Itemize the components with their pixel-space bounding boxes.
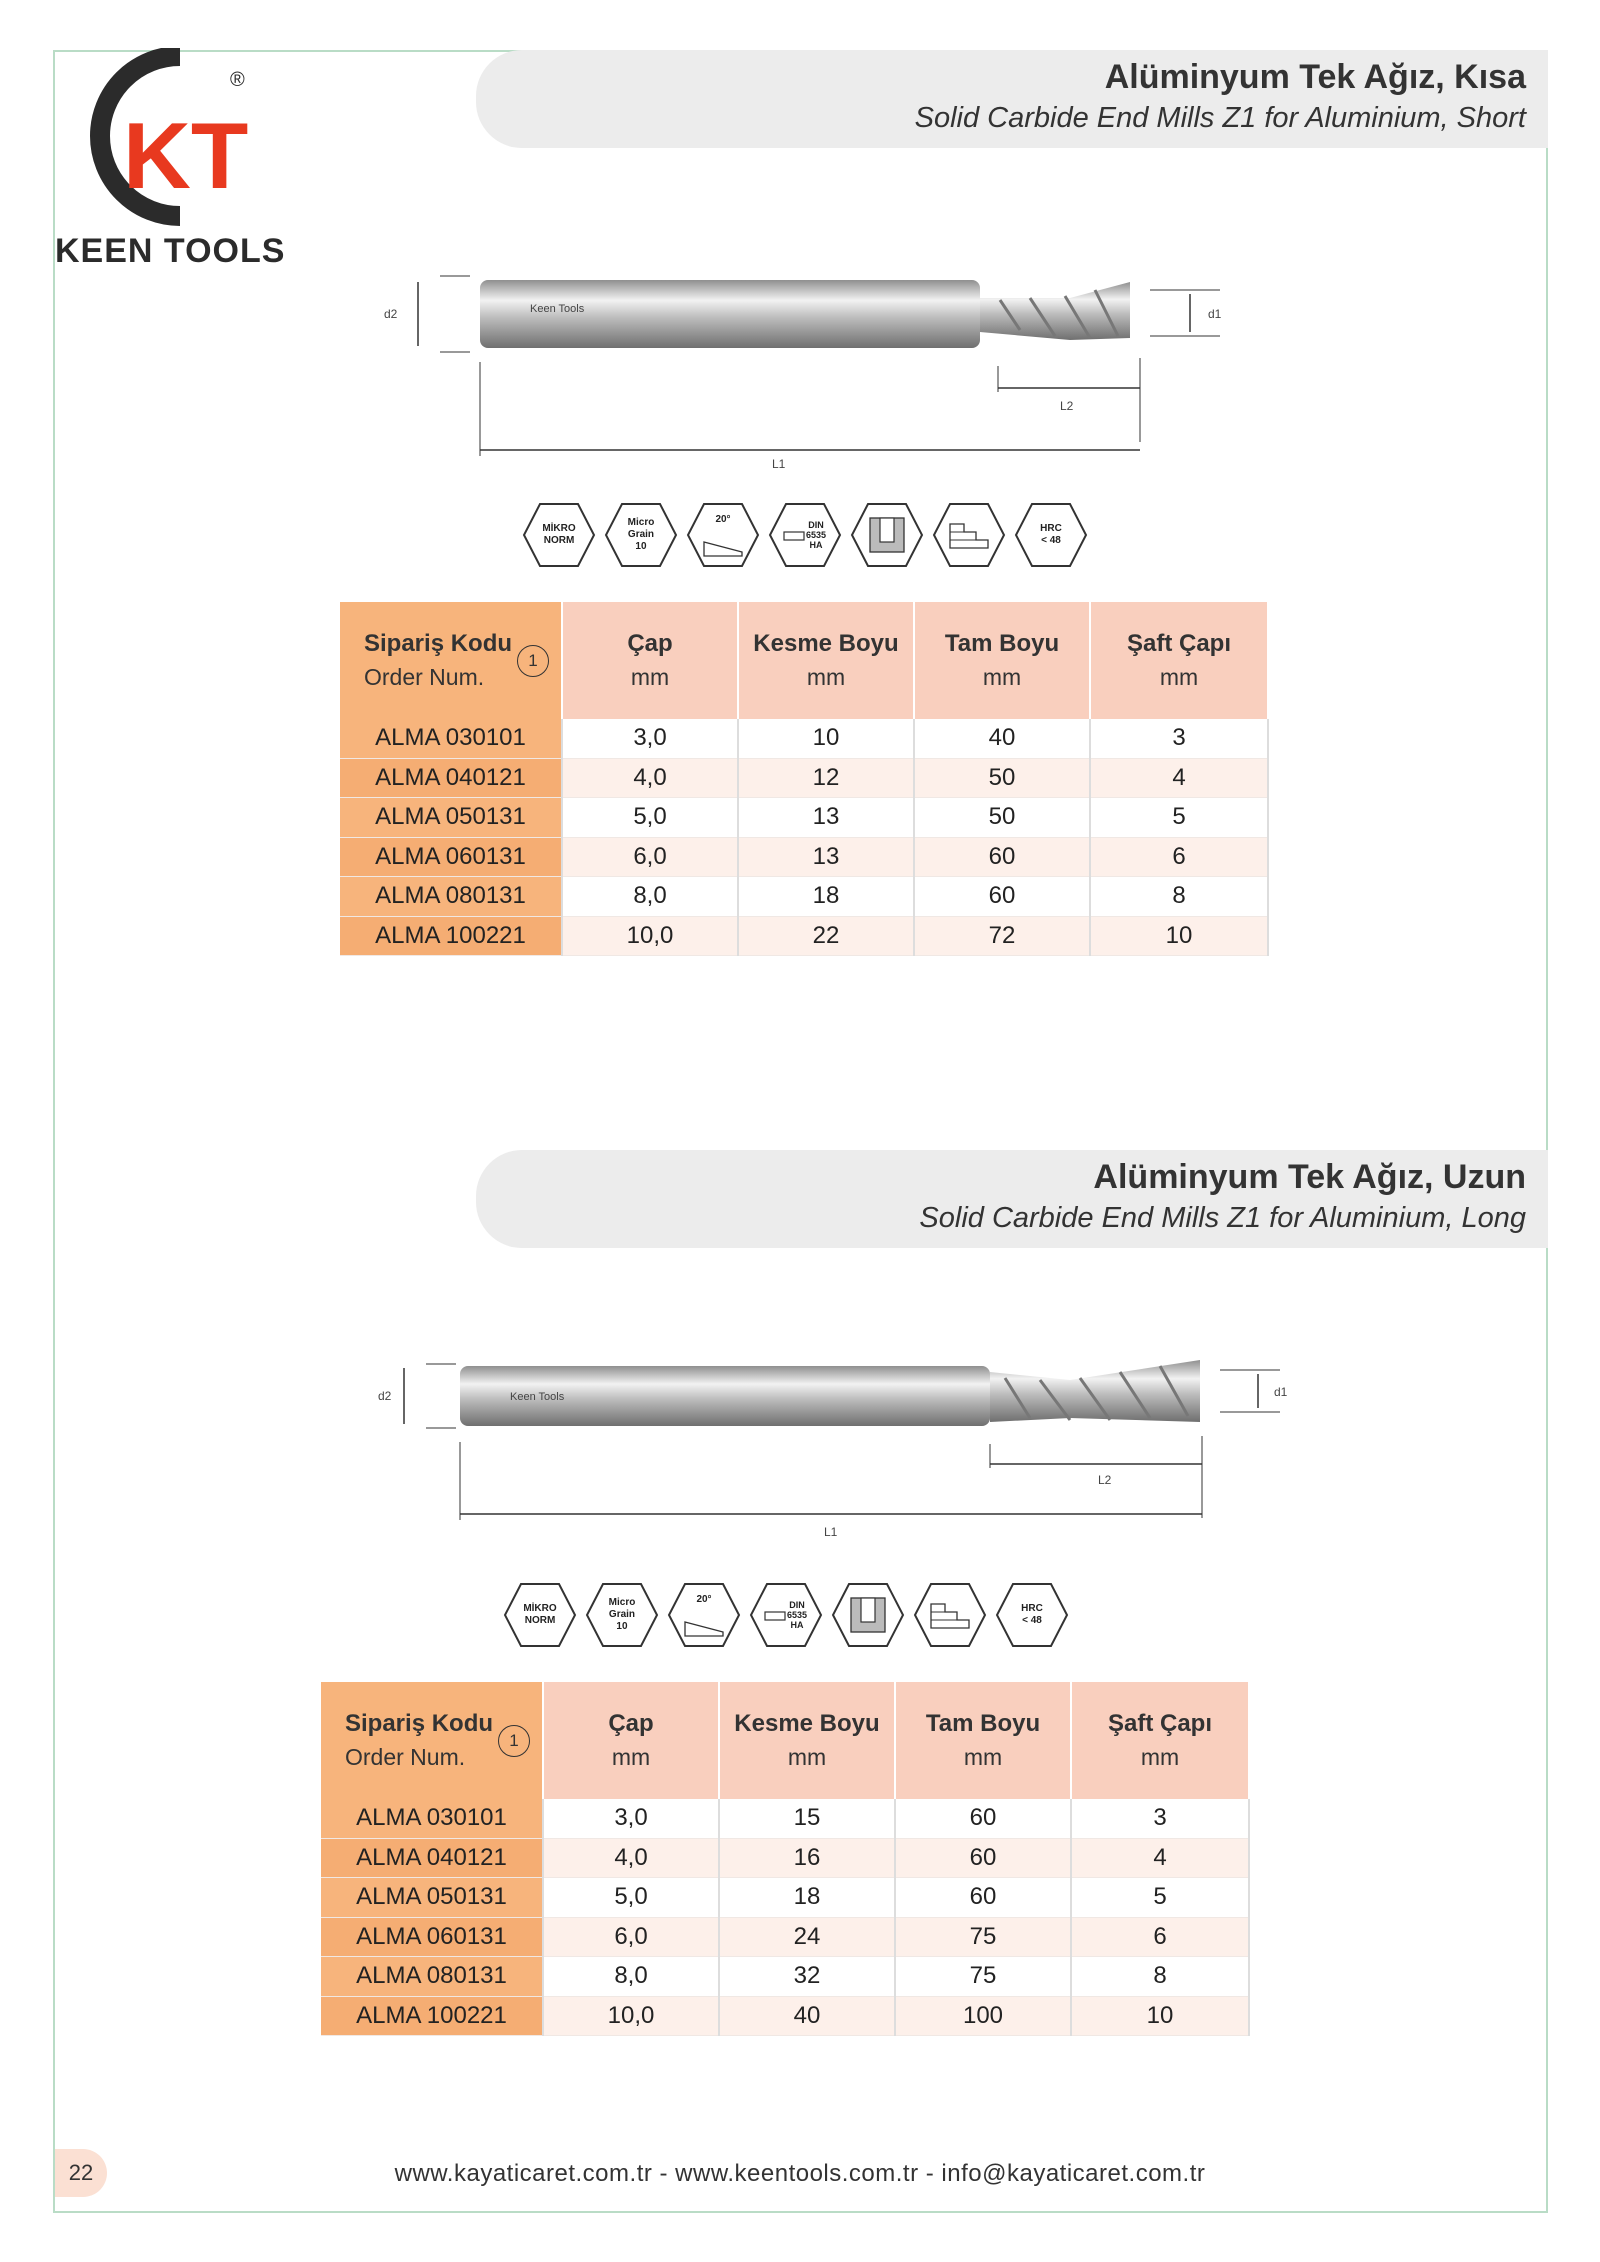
header-overall-length: Tam Boyu mm	[895, 1682, 1071, 1799]
cutting-length-cell: 13	[738, 837, 914, 877]
order-num-cell: ALMA 100221	[321, 1996, 543, 2036]
slot-milling-icon	[831, 1582, 905, 1648]
shank-diameter-cell: 10	[1090, 916, 1268, 956]
hrc-icon	[995, 1582, 1069, 1648]
registered-mark: ®	[230, 69, 245, 91]
cutting-length-cell: 18	[719, 1878, 895, 1918]
order-num-cell: ALMA 050131	[340, 798, 562, 838]
header-diameter: Çap mm	[543, 1682, 719, 1799]
order-num-cell: ALMA 080131	[340, 877, 562, 917]
helix-angle-icon	[667, 1582, 741, 1648]
L1-label: L1	[772, 457, 786, 471]
table-row	[340, 837, 1268, 877]
section-subtitle: Solid Carbide End Mills Z1 for Aluminium, Long	[919, 1202, 1526, 1234]
end-mill-drawing-short	[370, 262, 1250, 472]
tool-flute	[980, 282, 1130, 340]
shank-diameter-cell: 10	[1071, 1996, 1249, 2036]
shank-diameter-cell: 4	[1071, 1838, 1249, 1878]
micro-grain-icon	[585, 1582, 659, 1648]
order-num-cell: ALMA 080131	[321, 1957, 543, 1997]
shank-diameter-cell: 8	[1090, 877, 1268, 917]
table-row	[321, 1996, 1249, 2036]
icon-label: 20°	[696, 1594, 712, 1605]
icon-label: MİKRO NORM	[542, 523, 576, 546]
overall-length-cell: 72	[914, 916, 1090, 956]
shank-diameter-cell: 8	[1071, 1957, 1249, 1997]
order-num-cell: ALMA 060131	[340, 837, 562, 877]
feature-icon-row-long	[503, 1582, 1069, 1648]
shank-diameter-cell: 3	[1071, 1799, 1249, 1838]
product-table-long	[321, 1682, 1250, 2036]
icon-label	[913, 1582, 987, 1648]
L2-label: L2	[1060, 399, 1074, 413]
d2-label: d2	[378, 1389, 392, 1403]
order-num-cell: ALMA 060131	[321, 1917, 543, 1957]
overall-length-cell: 50	[914, 798, 1090, 838]
icon-label: HRC < 48	[1021, 1603, 1043, 1626]
section-header-short	[476, 50, 1548, 148]
cutting-length-cell: 24	[719, 1917, 895, 1957]
cutting-length-cell: 16	[719, 1838, 895, 1878]
table-row	[321, 1917, 1249, 1957]
order-num-cell: ALMA 030101	[340, 719, 562, 758]
table-row	[321, 1957, 1249, 1997]
cutting-length-cell: 10	[738, 719, 914, 758]
order-num-cell: ALMA 040121	[321, 1838, 543, 1878]
shank-diameter-cell: 5	[1090, 798, 1268, 838]
diameter-cell: 5,0	[543, 1878, 719, 1918]
brand-name: KEEN TOOLS	[55, 232, 286, 270]
shank-brand-text: Keen Tools	[510, 1391, 565, 1403]
cutting-length-cell: 32	[719, 1957, 895, 1997]
icon-label	[831, 1582, 905, 1648]
slot-milling-icon	[850, 502, 924, 568]
overall-length-cell: 60	[914, 877, 1090, 917]
diameter-cell: 5,0	[562, 798, 738, 838]
diameter-cell: 10,0	[562, 916, 738, 956]
footer-contact: www.kayaticaret.com.tr - www.keentools.com.tr - info@kayaticaret.com.tr	[394, 2160, 1206, 2187]
shank-brand-text: Keen Tools	[530, 303, 585, 315]
overall-length-cell: 40	[914, 719, 1090, 758]
icon-label: Micro Grain 10	[627, 517, 655, 552]
icon-label	[932, 502, 1006, 568]
diameter-cell: 4,0	[562, 758, 738, 798]
tool-flute	[990, 1360, 1200, 1422]
shank-diameter-cell: 6	[1071, 1917, 1249, 1957]
cutting-length-cell: 12	[738, 758, 914, 798]
order-num-cell: ALMA 040121	[340, 758, 562, 798]
diameter-cell: 6,0	[562, 837, 738, 877]
cutting-length-cell: 18	[738, 877, 914, 917]
step-milling-icon	[932, 502, 1006, 568]
section-header-long	[476, 1150, 1548, 1248]
header-overall-length: Tam Boyu mm	[914, 602, 1090, 719]
L2-label: L2	[1098, 1473, 1112, 1487]
order-num-cell: ALMA 030101	[321, 1799, 543, 1838]
step-milling-icon	[913, 1582, 987, 1648]
shank-diameter-cell: 5	[1071, 1878, 1249, 1918]
mikro-norm-icon	[503, 1582, 577, 1648]
table-row	[340, 916, 1268, 956]
helix-angle-icon	[686, 502, 760, 568]
shank-diameter-cell: 4	[1090, 758, 1268, 798]
d2-label: d2	[384, 307, 398, 321]
header-shank-diameter: Şaft Çapı mm	[1071, 1682, 1249, 1799]
overall-length-cell: 75	[895, 1917, 1071, 1957]
icon-label: DIN 6535 HA	[786, 1600, 808, 1630]
table-row	[340, 798, 1268, 838]
end-mill-drawing-long	[370, 1352, 1300, 1542]
header-order-num: Sipariş Kodu Order Num. 1	[340, 602, 562, 719]
icon-label: HRC < 48	[1040, 523, 1062, 546]
header-cutting-length: Kesme Boyu mm	[738, 602, 914, 719]
d1-label: d1	[1274, 1385, 1288, 1399]
diameter-cell: 6,0	[543, 1917, 719, 1957]
table-row	[321, 1799, 1249, 1838]
logo-letters: KT	[123, 103, 249, 208]
icon-label: MİKRO NORM	[523, 1603, 557, 1626]
section-title: Alüminyum Tek Ağız, Uzun	[1093, 1158, 1526, 1196]
cutting-length-cell: 13	[738, 798, 914, 838]
header-shank-diameter: Şaft Çapı mm	[1090, 602, 1268, 719]
din-6535-icon	[768, 502, 842, 568]
shank-diameter-cell: 3	[1090, 719, 1268, 758]
overall-length-cell: 60	[895, 1878, 1071, 1918]
icon-label: DIN 6535 HA	[805, 520, 827, 550]
icon-label: Micro Grain 10	[608, 1597, 636, 1632]
icon-label	[850, 502, 924, 568]
header-diameter: Çap mm	[562, 602, 738, 719]
overall-length-cell: 60	[914, 837, 1090, 877]
diameter-cell: 4,0	[543, 1838, 719, 1878]
L1-label: L1	[824, 1525, 838, 1539]
diameter-cell: 3,0	[562, 719, 738, 758]
overall-length-cell: 60	[895, 1838, 1071, 1878]
table-row	[321, 1878, 1249, 1918]
diameter-cell: 3,0	[543, 1799, 719, 1838]
overall-length-cell: 50	[914, 758, 1090, 798]
section-title: Alüminyum Tek Ağız, Kısa	[1104, 58, 1526, 96]
micro-grain-icon	[604, 502, 678, 568]
note-marker: 1	[517, 645, 549, 677]
table-row	[321, 1838, 1249, 1878]
header-cutting-length: Kesme Boyu mm	[719, 1682, 895, 1799]
shank-diameter-cell: 6	[1090, 837, 1268, 877]
order-num-cell: ALMA 100221	[340, 916, 562, 956]
feature-icon-row-short	[522, 502, 1088, 568]
product-table-short	[340, 602, 1269, 956]
header-order-num: Sipariş Kodu Order Num. 1	[321, 1682, 543, 1799]
diameter-cell: 10,0	[543, 1996, 719, 2036]
diameter-cell: 8,0	[562, 877, 738, 917]
d1-label: d1	[1208, 307, 1222, 321]
diameter-cell: 8,0	[543, 1957, 719, 1997]
table-row	[340, 877, 1268, 917]
order-num-cell: ALMA 050131	[321, 1878, 543, 1918]
page-number: 22	[55, 2149, 107, 2197]
table-row	[340, 758, 1268, 798]
icon-label: 20°	[715, 514, 731, 525]
overall-length-cell: 60	[895, 1799, 1071, 1838]
overall-length-cell: 100	[895, 1996, 1071, 2036]
cutting-length-cell: 15	[719, 1799, 895, 1838]
hrc-icon	[1014, 502, 1088, 568]
section-subtitle: Solid Carbide End Mills Z1 for Aluminium, Short	[914, 102, 1526, 134]
mikro-norm-icon	[522, 502, 596, 568]
cutting-length-cell: 40	[719, 1996, 895, 2036]
table-row	[340, 719, 1268, 758]
din-6535-icon	[749, 1582, 823, 1648]
cutting-length-cell: 22	[738, 916, 914, 956]
note-marker: 1	[498, 1725, 530, 1757]
overall-length-cell: 75	[895, 1957, 1071, 1997]
